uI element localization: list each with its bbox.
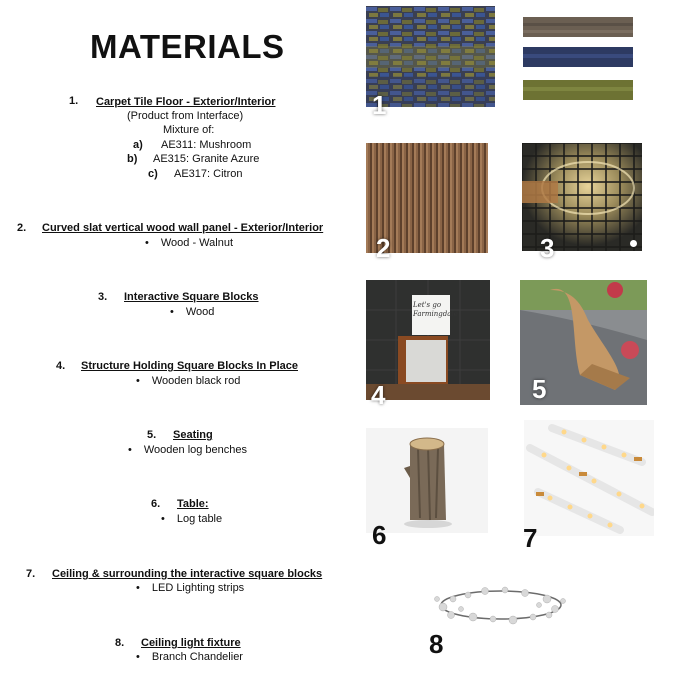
item-heading-square-blocks: Interactive Square Blocks [124,291,259,303]
page-title: MATERIALS [90,28,285,65]
item-number: 7. [26,568,36,580]
image-label: 1 [372,90,387,120]
item-heading-seating: Seating [173,429,213,441]
sub-letter: c) [148,168,158,180]
item-number: 5. [147,429,157,441]
item-heading-ceiling: Ceiling & surrounding the interactive square blocks [52,568,323,580]
item-bullet: • LED Lighting strips [136,581,244,595]
sub-text: AE315: Granite Azure [153,153,260,165]
granite-azure-swatch [523,47,633,67]
citron-swatch [523,80,633,100]
item-bullet: • Wooden log benches [128,443,247,457]
sub-text: AE311: Mushroom [161,139,252,151]
item-number: 6. [151,498,161,510]
sign-text: Let's go Farmingdale [413,301,458,318]
item-bullet: • Wood - Walnut [145,236,233,250]
image-label: 2 [376,233,391,263]
item-number: 1. [69,95,79,107]
item-bullet: • Branch Chandelier [136,650,243,664]
image-label: 7 [523,523,538,553]
item-number: 2. [17,222,27,234]
item-heading-carpet: Carpet Tile Floor - Exterior/Interior [96,96,276,108]
mushroom-swatch [523,17,633,37]
image-label: 8 [429,629,444,659]
sub-letter: a) [133,139,143,151]
item-heading-light-fixture: Ceiling light fixture [141,637,241,649]
item-number: 8. [115,637,125,649]
item-line: (Product from Interface) [127,110,244,122]
item-bullet: • Log table [161,512,222,526]
sub-text: AE317: Citron [174,168,243,180]
item-heading-structure: Structure Holding Square Blocks In Place [81,360,298,372]
item-number: 4. [56,360,66,372]
led-strip-image [524,420,654,536]
image-label: 3 [540,233,555,263]
image-label: 6 [372,520,387,550]
sub-letter: b) [127,153,138,165]
log-table-image [366,428,488,533]
item-heading-wall-panel: Curved slat vertical wood wall panel - Exterior/Interior [42,222,324,234]
item-bullet: • Wooden black rod [136,374,240,388]
image-label: 4 [371,380,386,410]
item-line: Mixture of: [163,124,215,136]
item-heading-table: Table: [177,498,209,510]
item-bullet: • Wood [170,305,214,319]
item-number: 3. [98,291,108,303]
image-label: 5 [532,374,547,404]
branch-chandelier-image [423,569,577,651]
dot-icon [630,240,637,247]
